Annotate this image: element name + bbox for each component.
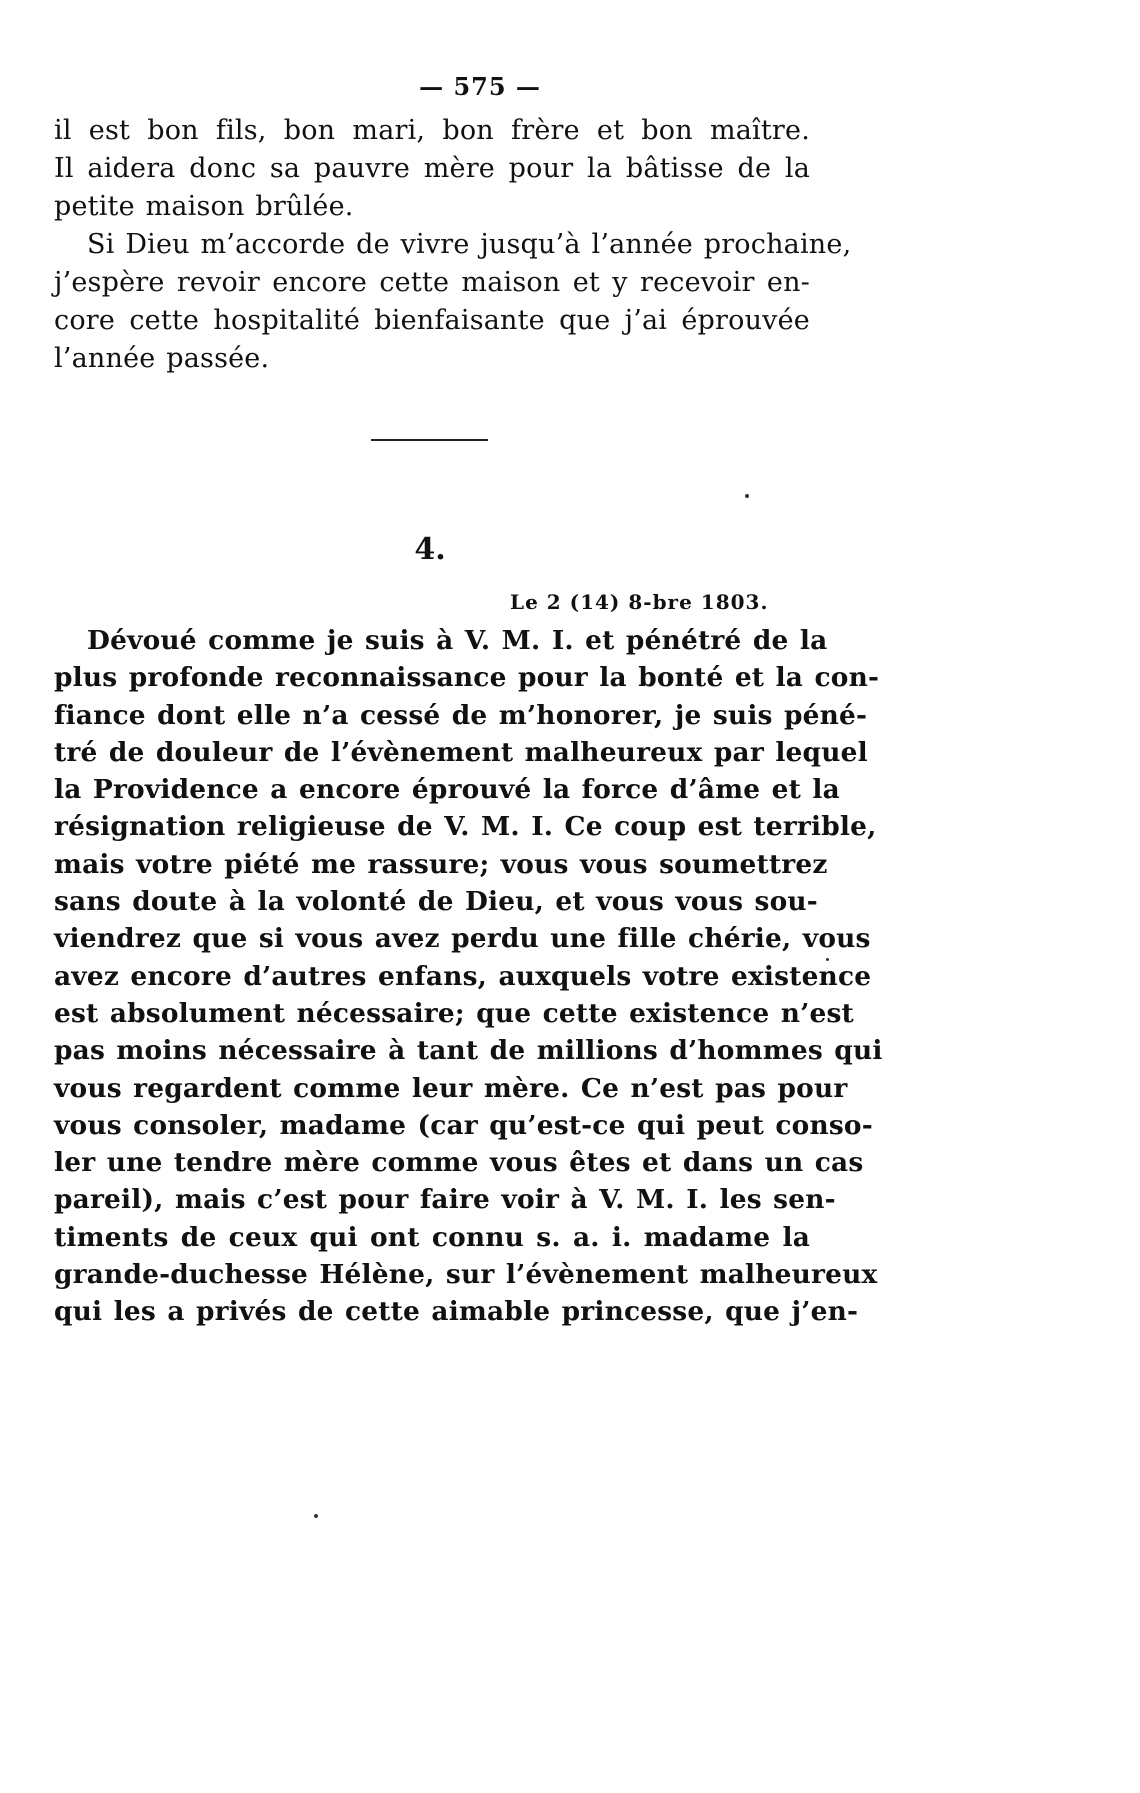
section-separator-rule	[371, 439, 488, 441]
text-line: Si Dieu m’accorde de vivre jusqu’à l’année prochaine,	[87, 229, 852, 260]
text-line: core cette hospitalité bienfaisante que j’ai éprouvée	[54, 305, 810, 336]
closing-paragraphs	[54, 112, 852, 378]
text-line: sans doute à la volonté de Dieu, et vous vous sou-	[54, 886, 818, 918]
text-line: mais votre piété me rassure; vous vous soumettrez	[54, 848, 828, 880]
text-line: il est bon fils, bon mari, bon frère et bon maître.	[54, 115, 810, 146]
text-line: qui les a privés de cette aimable princesse, que j’en-	[54, 1296, 859, 1328]
text-line: vous consoler, madame (car qu’est-ce qui peut conso-	[54, 1109, 873, 1141]
text-line: petite maison brûlée.	[54, 191, 354, 222]
text-line: ler une tendre mère comme vous êtes et dans un cas	[54, 1147, 864, 1179]
text-line: tré de douleur de l’évènement malheureux par lequel	[54, 736, 868, 768]
text-line: viendrez que si vous avez perdu une fille chérie, vous	[54, 923, 871, 955]
letter-number: 4.	[414, 532, 446, 567]
text-line: plus profonde reconnaissance pour la bonté et la con-	[54, 662, 880, 694]
text-line: l’année passée.	[54, 343, 270, 374]
text-line: résignation religieuse de V. M. I. Ce coup est terrible,	[54, 811, 877, 843]
print-speck	[314, 1514, 318, 1518]
text-line: avez encore d’autres enfans, auxquels votre existence	[54, 960, 872, 992]
text-line: est absolument nécessaire; que cette existence n’est	[54, 997, 854, 1029]
text-line: Dévoué comme je suis à V. M. I. et pénétré de la	[87, 625, 828, 656]
print-speck	[826, 958, 829, 961]
letter-body	[54, 622, 883, 1331]
print-speck	[745, 494, 749, 498]
text-line: fiance dont elle n’a cessé de m’honorer, je suis péné-	[54, 699, 868, 731]
text-line: la Providence a encore éprouvé la force d’âme et la	[54, 774, 840, 806]
letter-dateline: Le 2 (14) 8-bre 1803.	[510, 590, 769, 614]
text-line: vous regardent comme leur mère. Ce n’est pas pour	[54, 1072, 848, 1104]
text-line: pas moins nécessaire à tant de millions d’hommes qui	[54, 1035, 883, 1067]
text-line: timents de ceux qui ont connu s. a. i. madame la	[54, 1221, 810, 1253]
page-number: — 575 —	[419, 72, 541, 101]
text-line: Il aidera donc sa pauvre mère pour la bâtisse de la	[54, 153, 810, 184]
text-line: grande-duchesse Hélène, sur l’évènement malheureux	[54, 1259, 878, 1291]
text-line: j’espère revoir encore cette maison et y recevoir en-	[54, 267, 810, 298]
text-line: pareil), mais c’est pour faire voir à V. M. I. les sen-	[54, 1184, 836, 1216]
